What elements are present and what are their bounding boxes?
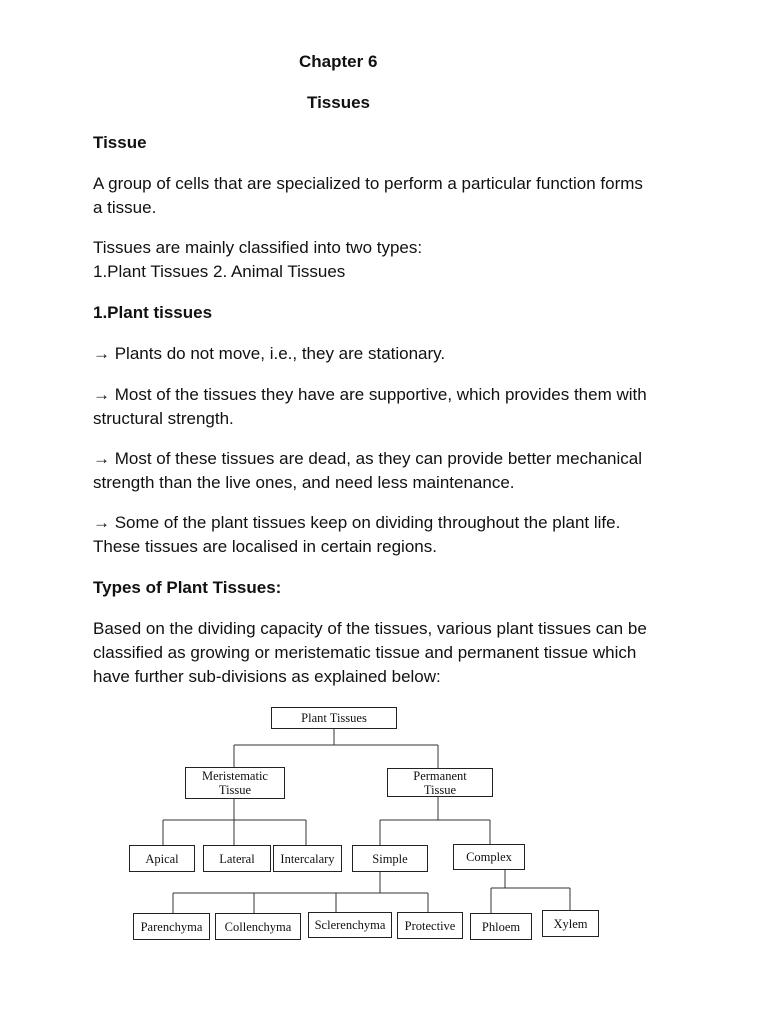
node-apical-label: Apical bbox=[145, 851, 179, 866]
types-line3: have further sub-divisions as explained below: bbox=[93, 667, 441, 686]
node-meristematic-label-1: Meristematic bbox=[202, 769, 268, 783]
node-permanent-label-2: Tissue bbox=[423, 782, 457, 797]
node-simple-label: Simple bbox=[372, 851, 408, 866]
types-line1: Based on the dividing capacity of the tissues, various plant tissues can be bbox=[93, 619, 647, 638]
node-lateral-label: Lateral bbox=[219, 851, 255, 866]
node-parenchyma bbox=[133, 913, 210, 940]
plant-point-3-line1: → Most of these tissues are dead, as they can provide better mechanical bbox=[93, 449, 643, 468]
types-line2: classified as growing or meristematic tissue and permanent tissue which bbox=[93, 643, 637, 662]
classification-line1: Tissues are mainly classified into two types: bbox=[93, 238, 423, 257]
node-meristematic-tissue bbox=[185, 767, 285, 799]
node-meristematic-label-2: Tissue bbox=[218, 783, 252, 797]
node-phloem bbox=[470, 913, 532, 940]
node-plant-tissues bbox=[271, 707, 397, 729]
node-xylem-label: Xylem bbox=[553, 916, 588, 931]
plant-point-4-line1: → Some of the plant tissues keep on dividing throughout the plant life. bbox=[93, 513, 621, 532]
plant-point-2-line1: → Most of the tissues they have are supportive, which provides them with bbox=[93, 385, 647, 404]
node-complex bbox=[453, 844, 525, 870]
plant-point-4-line2: These tissues are localised in certain regions. bbox=[93, 537, 437, 556]
node-phloem-label: Phloem bbox=[481, 919, 521, 934]
node-xylem bbox=[542, 910, 599, 937]
node-simple bbox=[352, 845, 428, 872]
node-protective bbox=[397, 912, 463, 939]
node-plant-tissues-label: Plant Tissues bbox=[301, 711, 367, 725]
heading-tissue: Tissue bbox=[93, 133, 147, 152]
node-intercalary-label: Intercalary bbox=[280, 851, 335, 866]
plant-point-2-line2: structural strength. bbox=[93, 409, 234, 428]
node-protective-label: Protective bbox=[404, 918, 456, 933]
tissue-definition-line2: a tissue. bbox=[93, 198, 157, 217]
node-collenchyma bbox=[215, 913, 301, 940]
classification-line2: 1.Plant Tissues 2. Animal Tissues bbox=[93, 262, 346, 281]
node-lateral bbox=[203, 845, 271, 872]
page-title: Tissues bbox=[307, 93, 371, 112]
heading-types-of-plant-tissues: Types of Plant Tissues: bbox=[93, 578, 282, 597]
node-collenchyma-label: Collenchyma bbox=[224, 919, 292, 934]
node-permanent-tissue bbox=[387, 768, 493, 797]
heading-plant-tissues: 1.Plant tissues bbox=[93, 303, 213, 322]
tissue-definition-line1: A group of cells that are specialized to perform a particular function forms bbox=[93, 174, 643, 193]
plant-point-3-line2: strength than the live ones, and need less maintenance. bbox=[93, 473, 515, 492]
node-sclerenchyma bbox=[308, 912, 392, 938]
node-intercalary bbox=[273, 845, 342, 872]
node-complex-label: Complex bbox=[466, 850, 512, 864]
node-permanent-label-1: Permanent bbox=[413, 768, 467, 783]
node-sclerenchyma-label: Sclerenchyma bbox=[314, 918, 386, 932]
plant-point-1: → Plants do not move, i.e., they are stationary. bbox=[93, 344, 446, 363]
node-apical bbox=[129, 845, 195, 872]
node-parenchyma-label: Parenchyma bbox=[140, 919, 203, 934]
chapter-label: Chapter 6 bbox=[299, 52, 378, 71]
